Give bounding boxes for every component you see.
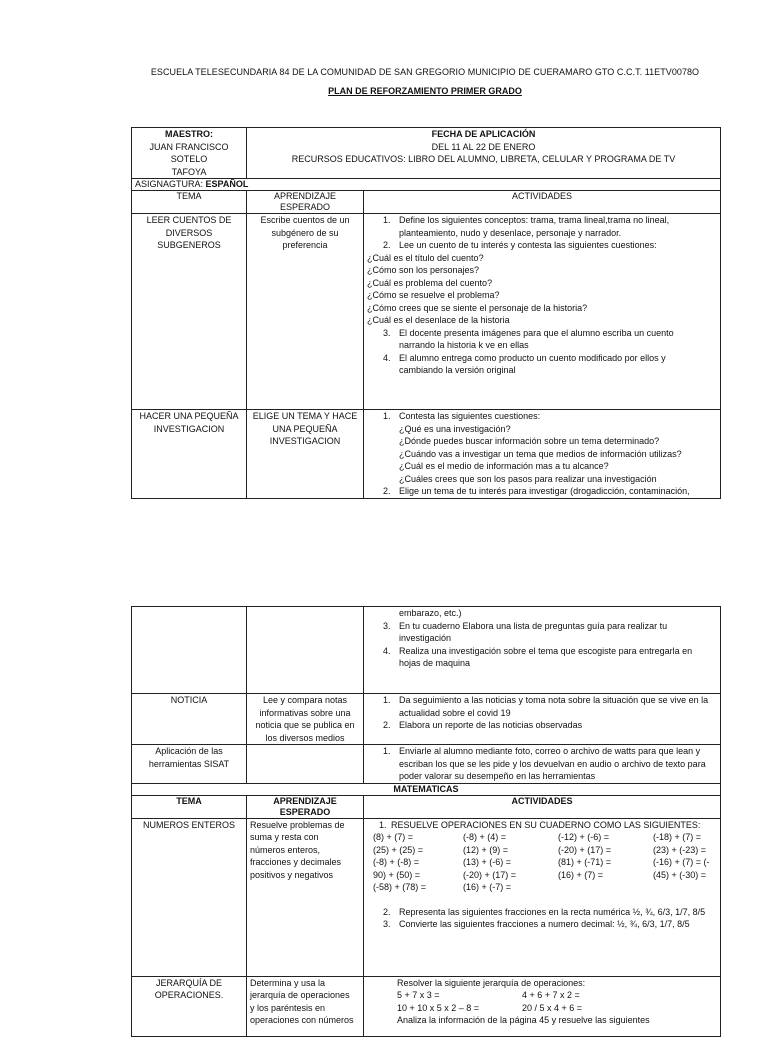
table-row [132,745,721,784]
actividades-cell [364,976,721,1036]
operation-item: 10 + 10 x 5 x 2 – 8 = [397,1002,480,1013]
aprendizaje-line: números enteros, [250,844,321,855]
table-row [132,976,721,1036]
list-item [367,327,717,340]
column-header-row [132,795,721,818]
tema-line: herramientas SISAT [148,758,230,769]
aprendizaje-line: y los paréntesis en [250,1002,326,1013]
aprendizaje-line: informativas sobre una [259,707,351,718]
resources-text: RECURSOS EDUCATIVOS: LIBRO DEL ALUMNO, LIBRETA, CELULAR Y PROGRAMA DE TV [291,154,676,164]
operation-item: (12) + (9) = [463,844,509,855]
operation-item: (16) + (7) = [558,869,604,880]
teacher-name-line-1: JUAN FRANCISCO SOTELO [149,141,229,164]
subject-value: ESPAÑOL [205,179,249,189]
question: ¿Cuál es el medio de información mas a tu alcance? [399,461,609,471]
list-item [367,819,717,832]
aprendizaje-line: Determina y usa la [250,977,326,988]
aprendizaje-line: ELIGE UN TEMA Y HACE [252,411,358,421]
list-item [367,620,717,633]
aprendizaje-line: operaciones con números [250,1015,354,1025]
aprendizaje-line: UNA PEQUEÑA [272,423,338,434]
question: ¿Qué es una investigación? [399,423,511,434]
aprendizaje-cell [247,976,364,1036]
jerarquia-intro: Resolver la siguiente jerarquía de operaciones: [397,977,586,988]
list-item [367,485,717,498]
list-number: 4. [383,645,391,656]
list-item-cont: planteamiento, nudo y desenlace, personaje y narrador. [399,227,622,238]
list-text: Convierte las siguientes fracciones a numero decimal: ½, ¾, 6/3, 1/7, 8/5 [399,919,690,929]
aprendizaje-line: fracciones y decimales [250,857,342,867]
tema-line: Aplicación de las [155,746,223,756]
col-header-tema: TEMA [132,795,247,818]
aprendizaje-line: subgénero de su [271,227,339,238]
operation-item: (-12) + (-6) = [558,832,610,842]
info-row [132,128,721,179]
list-item-cont: actualidad sobre el covid 19 [399,707,511,718]
list-number: 4. [383,352,391,363]
operation-item: 20 / 5 x 4 + 6 = [522,1002,583,1013]
table-row [132,818,721,976]
tema-cell: NOTICIA [132,694,247,745]
list-item-cont: embarazo, etc.) [399,608,462,618]
list-item [367,918,717,931]
subject-label: ASIGNAGTURA: [135,179,206,189]
list-number: 3. [383,620,391,631]
list-item [367,352,717,365]
col-header-aprendizaje: APRENDIZAJE ESPERADO [247,191,364,214]
actividades-cell [364,214,721,410]
tema-line: JERARQUÍA DE [155,977,222,988]
operation-item: 90) + (50) = [373,869,421,880]
list-number: 1. [383,215,391,225]
aprendizaje-line: los diversos medios [265,732,345,743]
question: ¿Cuál es el título del cuento? [367,252,484,263]
jerarquia-last-line: Analiza la información de la página 45 y resuelve las siguientes [397,1015,650,1025]
list-item-cont: narrando la historia k ve en ellas [399,340,529,350]
table-row [132,694,721,745]
list-text: Enviarle al alumno mediante foto, correo o archivo de watts para que lean y [399,746,701,756]
list-text: El docente presenta imágenes para que el alumno escriba un cuento [399,327,674,338]
list-item [367,745,717,758]
tema-cell [132,410,247,499]
operation-item: 5 + 7 x 3 = [397,990,440,1000]
list-number: 2. [383,906,391,917]
section-title-row [132,783,721,795]
aprendizaje-line: suma y resta con [250,832,319,842]
list-text: Representa las siguientes fracciones en la recta numérica ½, ¾, 6/3, 1/7, 8/5 [399,906,706,917]
list-text: Define los siguientes conceptos: trama, trama lineal,trama no lineal, [399,215,670,225]
operation-item: (-8) + (-8) = [373,857,420,867]
actividades-cell [364,607,721,694]
col-header-actividades: ACTIVIDADES [364,191,721,214]
list-number: 1. [383,411,391,421]
list-item [367,694,717,707]
aprendizaje-line: noticia que se publica en [255,720,355,730]
subject-cell [132,179,721,191]
operations-grid [367,831,717,894]
question: ¿Cuál es el desenlace de la historia [367,315,510,325]
list-number: 1. [379,819,387,830]
actividades-cell [364,410,721,499]
list-item-cont: escriban los que se les pide y los devuelvan en audio o archivo de texto para [399,758,706,769]
operation-item: (81) + (-71) = [558,857,612,867]
aprendizaje-cell [247,694,364,745]
tema-line: HACER UNA PEQUEÑA [139,411,239,421]
tema-line: OPERACIONES. [154,990,224,1000]
tema-line: DIVERSOS SUBGENEROS [157,227,221,250]
col-header-actividades: ACTIVIDADES [364,795,721,818]
aprendizaje-line: Resuelve problemas de [250,819,345,830]
tema-cell [132,745,247,784]
teacher-label: MAESTRO: [165,129,213,139]
tema-cell [132,214,247,410]
operation-item: (23) + (-23) = [653,844,707,855]
table-row [132,214,721,410]
aprendizaje-line: jerarquía de operaciones [250,990,350,1000]
aprendizaje-line: Lee y compara notas [262,695,348,705]
aprendizaje-cell [247,214,364,410]
list-item [367,719,717,732]
aprendizaje-line: INVESTIGACION [269,436,341,446]
list-number: 1. [383,746,391,756]
operation-item: (13) + (-6) = [463,857,512,867]
list-number: 2. [383,720,391,730]
aprendizaje-line: Escribe cuentos de un [260,215,350,225]
operation-item: (-8) + (4) = [463,832,507,842]
question: ¿Cómo crees que se siente el personaje de la historia? [367,302,588,313]
operation-item: (-18) + (7) = [653,832,702,842]
aprendizaje-cell [247,607,364,694]
tema-cell [132,607,247,694]
list-item [367,410,717,423]
page2-table [131,606,721,1037]
list-item-cont: poder valorar su desempeño en las herramientas [399,771,596,781]
question: ¿Cuál es problema del cuento? [367,277,493,288]
list-number: 2. [383,486,391,496]
list-number: 2. [383,240,391,250]
question: ¿Cuándo vas a investigar un tema que medios de información utilizas? [399,448,682,459]
aprendizaje-cell [247,818,364,976]
operation-item: (-20) + (17) = [558,844,612,855]
list-text: Contesta las siguientes cuestiones: [399,411,541,421]
tema-line: LEER CUENTOS DE [146,215,232,225]
question: ¿Cómo son los personajes? [367,265,480,275]
list-item-cont: investigación [399,633,452,643]
list-item [367,214,717,227]
tema-cell [132,976,247,1036]
date-value: DEL 11 AL 22 DE ENERO [431,141,536,152]
col-header-tema: TEMA [132,191,247,214]
actividades-cell [364,818,721,976]
operation-item: (-58) + (78) = [373,882,427,892]
operation-item: (-16) + (7) = (- [653,857,710,867]
list-text: El alumno entrega como producto un cuento modificado por ellos y [399,352,666,363]
list-number: 1. [383,695,391,705]
list-text: Realiza una investigación sobre el tema que escogiste para entregarla en [399,645,693,656]
teacher-name-line-2: TAFOYA [171,166,207,177]
aprendizaje-line: preferencia [282,240,328,250]
operation-item: (-20) + (17) = [463,869,517,880]
col-header-aprendizaje: APRENDIZAJE ESPERADO [247,795,364,818]
tema-cell: NUMEROS ENTEROS [132,818,247,976]
column-header-row [132,191,721,214]
list-item [367,239,717,252]
table-row [132,607,721,694]
aprendizaje-cell [247,745,364,784]
date-label: FECHA DE APLICACIÓN [431,129,536,139]
mat-section-title: MATEMATICAS [132,783,721,795]
plan-title: PLAN DE REFORZAMIENTO PRIMER GRADO [328,86,522,96]
question: ¿Cuáles crees que son los pasos para realizar una investigación [399,473,657,484]
list-text: RESUELVE OPERACIONES EN SU CUADERNO COMO LAS SIGUIENTES: [391,819,701,830]
school-header: ESCUELA TELESECUNDARIA 84 DE LA COMUNIDAD DE SAN GREGORIO MUNICIPIO DE CUERAMARO GTO C.C.T. 11ETV0078O [150,67,700,77]
aprendizaje-line: positivos y negativos [250,869,334,880]
question: ¿Dónde puedes buscar información sobre un tema determinado? [399,436,660,446]
list-text: Elabora un reporte de las noticias observadas [399,720,583,730]
subject-row [132,179,721,191]
operation-item: (45) + (-30) = [653,869,707,880]
operation-item: (16) + (-7) = [463,882,512,892]
list-text: En tu cuaderno Elabora una lista de preguntas guía para realizar tu [399,620,668,631]
list-item [367,906,717,919]
jerarquia-operations-grid [367,989,717,1014]
operation-item: (25) + (25) = [373,844,424,855]
espanol-table [131,127,721,499]
list-number: 3. [383,327,391,338]
aprendizaje-cell [247,410,364,499]
teacher-cell [132,128,247,179]
list-text: Lee un cuento de tu interés y contesta las siguientes cuestiones: [399,240,657,250]
list-text: Da seguimiento a las noticias y toma nota sobre la situación que se vive en la [399,695,709,705]
list-item-cont: cambiando la versión original [399,365,516,375]
date-cell [247,128,721,179]
list-item [367,645,717,658]
list-item-cont: hojas de maquina [399,658,471,668]
list-number: 3. [383,919,391,929]
operation-item [653,881,721,894]
operation-item: 4 + 6 + 7 x 2 = [522,990,580,1000]
actividades-cell [364,694,721,745]
table-row [132,410,721,499]
operation-item [558,881,653,894]
question: ¿Cómo se resuelve el problema? [367,290,500,300]
actividades-cell [364,745,721,784]
tema-line: INVESTIGACION [153,423,225,434]
list-text: Elige un tema de tu interés para investigar (drogadicción, contaminación, [399,486,690,496]
operation-item: (8) + (7) = [373,832,414,842]
